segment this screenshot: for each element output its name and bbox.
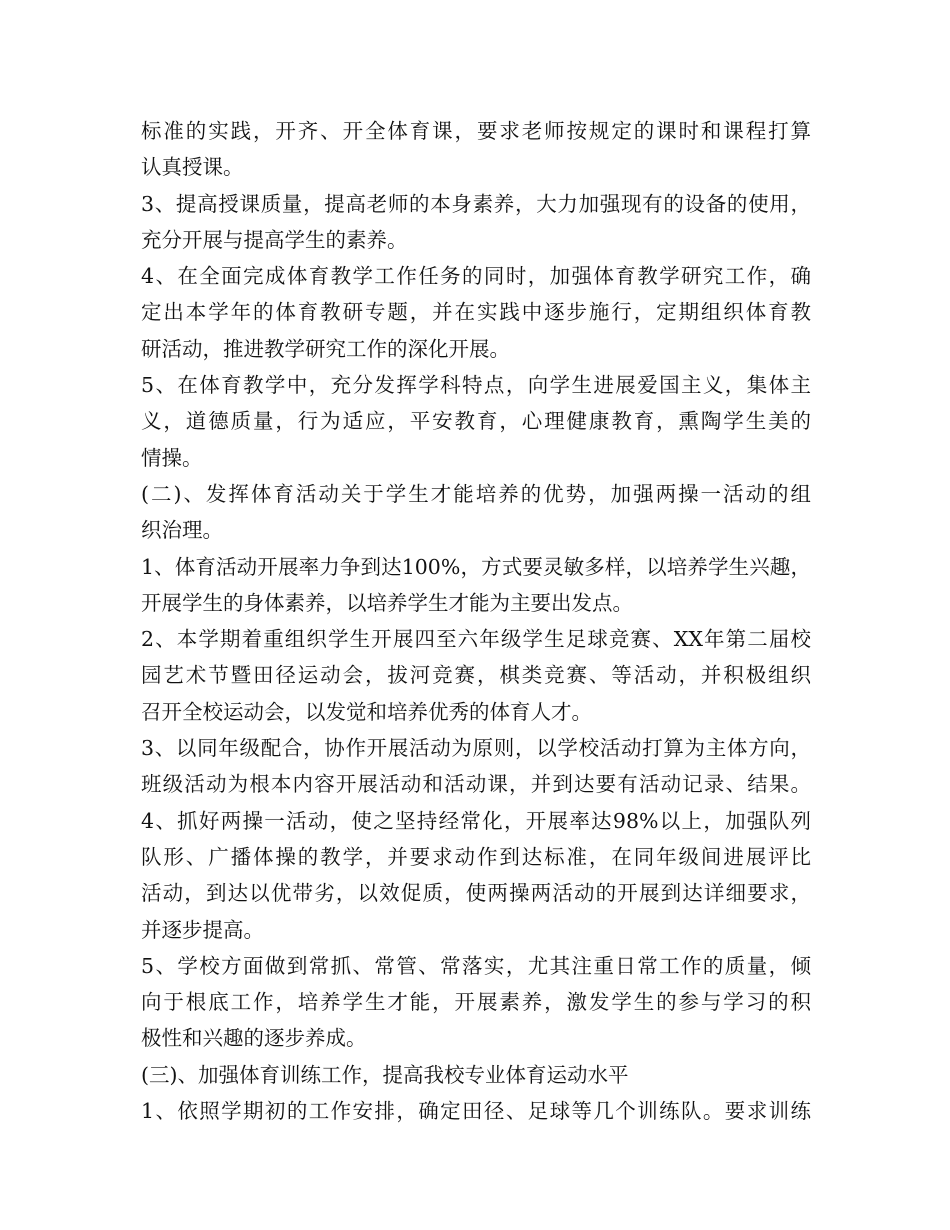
text-line: 充分开展与提高学生的素养。 — [141, 227, 408, 252]
text-line: 召开全校运动会，以发觉和培养优秀的体育人才。 — [141, 699, 592, 724]
document-body — [141, 113, 811, 1129]
text-line: (二)、发挥体育活动关于学生才能培养的优势，加强两操一活动的组 — [141, 481, 811, 506]
text-line: 义，道德质量，行为适应，平安教育，心理健康教育，熏陶学生美的 — [141, 409, 811, 434]
text-line: 研活动，推进教学研究工作的深化开展。 — [141, 336, 510, 361]
text-line: 活动，到达以优带劣，以效促质，使两操两活动的开展到达详细要求， — [141, 881, 811, 906]
text-line: (三)、加强体育训练工作，提高我校专业体育运动水平 — [141, 1062, 629, 1087]
text-line: 定出本学年的体育教研专题，并在实践中逐步施行，定期组织体育教 — [141, 300, 811, 325]
text-line: 标准的实践，开齐、开全体育课，要求老师按规定的课时和课程打算 — [141, 119, 811, 143]
text-line: 3、提高授课质量，提高老师的本身素养，大力加强现有的设备的使用， — [141, 191, 811, 216]
text-line: 3、以同年级配合，协作开展活动为原则，以学校活动打算为主体方向， — [141, 736, 811, 761]
text-line: 情操。 — [141, 445, 203, 470]
text-line: 1、依照学期初的工作安排，确定田径、足球等几个训练队。要求训练 — [141, 1099, 811, 1124]
text-line: 开展学生的身体素养，以培养学生才能为主要出发点。 — [141, 590, 633, 615]
text-line: 并逐步提高。 — [141, 917, 264, 942]
text-line: 班级活动为根本内容开展活动和活动课，并到达要有活动记录、结果。 — [141, 772, 811, 797]
text-line: 队形、广播体操的教学，并要求动作到达标准，在同年级间进展评比 — [141, 844, 811, 869]
text-line: 4、抓好两操一活动，使之坚持经常化，开展率达98%以上，加强队列 — [141, 808, 811, 833]
text-line: 5、在体育教学中，充分发挥学科特点，向学生进展爱国主义，集体主 — [141, 373, 811, 398]
text-line: 4、在全面完成体育教学工作任务的同时，加强体育教学研究工作，确 — [141, 264, 811, 289]
text-line: 1、体育活动开展率力争到达100%，方式要灵敏多样，以培养学生兴趣， — [141, 554, 811, 579]
text-line: 向于根底工作，培养学生才能，开展素养，激发学生的参与学习的积 — [141, 990, 811, 1015]
text-line: 5、学校方面做到常抓、常管、常落实，尤其注重日常工作的质量，倾 — [141, 953, 811, 978]
text-line: 极性和兴趣的逐步养成。 — [141, 1026, 367, 1051]
text-line: 认真授课。 — [141, 155, 244, 180]
text-line: 2、本学期着重组织学生开展四至六年级学生足球竞赛、XX年第二届校 — [141, 627, 811, 652]
text-line: 园艺术节暨田径运动会，拔河竞赛，棋类竞赛、等活动，并积极组织 — [141, 663, 811, 688]
text-line: 织治理。 — [141, 518, 223, 543]
